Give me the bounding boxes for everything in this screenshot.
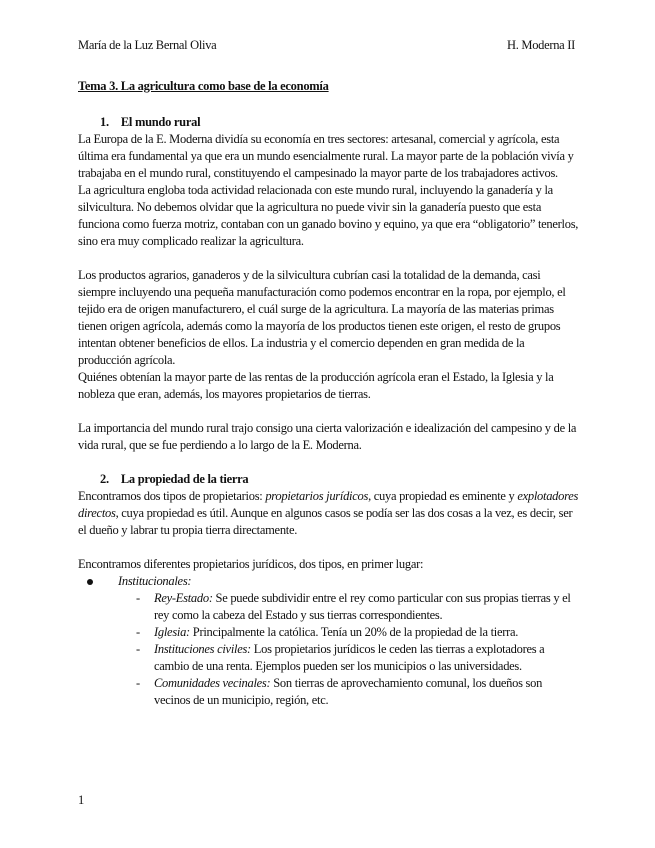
section-number: 1.	[100, 115, 109, 129]
document-body	[78, 78, 580, 709]
header-course: H. Moderna II	[507, 38, 575, 52]
list-text: Principalmente la católica. Tenía un 20% de la propiedad de la tierra.	[189, 625, 519, 639]
header-author: María de la Luz Bernal Oliva	[78, 38, 217, 52]
bullet-icon	[87, 579, 93, 585]
bullet-label: Institucionales:	[118, 574, 192, 588]
italic-term: propietarios jurídicos	[265, 489, 369, 503]
dash-icon: -	[136, 642, 140, 656]
text-run: Encontramos dos tipos de propietarios:	[78, 489, 266, 503]
dash-icon: -	[136, 591, 140, 605]
list-item	[78, 624, 580, 641]
bullet-item	[78, 573, 580, 590]
page-number: 1	[78, 793, 85, 807]
paragraph: Quiénes obtenían la mayor parte de las rentas de la producción agrícola eran el Estado, la Iglesia y la nobleza que eran, además, los mayores propietarios de tierras.	[78, 370, 554, 401]
section-heading-1	[78, 114, 580, 131]
list-item	[78, 675, 580, 709]
list-term: Rey-Estado:	[154, 591, 213, 605]
section-title: La propiedad de la tierra	[120, 472, 249, 486]
paragraph: La agricultura engloba toda actividad relacionada con este mundo rural, incluyendo la ganadería y la silvicultura. No debemos olvidar que la agricultura no puede vivir sin la ganadería puesto que esta funciona como fuerza motriz, contaban con un ganado bovino y equino, ya que era “obligatorio” tenerlos, sino era muy complicado realizar la agricultura.	[78, 183, 579, 248]
document-title: Tema 3. La agricultura como base de la economía	[78, 79, 329, 93]
paragraph: Encontramos diferentes propietarios jurídicos, dos tipos, en primer lugar:	[78, 557, 424, 571]
paragraph	[78, 488, 580, 539]
list-text: Los propietarios jurídicos le ceden las tierras a explotadores a cambio de una renta. Ejemplos pueden ser los municipios o las universidades.	[154, 642, 545, 673]
list-text: Son tierras de aprovechamiento comunal, los dueños son vecinos de un municipio, región, etc.	[154, 676, 543, 707]
section-title: El mundo rural	[120, 115, 201, 129]
dash-icon: -	[136, 676, 140, 690]
text-run: , cuya propiedad es útil. Aunque en algunos casos se podía ser las dos cosas a la vez, es decir, ser el dueño y labrar tu propia tierra directamente.	[78, 506, 573, 537]
paragraph: La Europa de la E. Moderna dividía su economía en tres sectores: artesanal, comercial y agrícola, esta última era fundamental ya que era un mundo esencialmente rural. La mayor parte de la población vivía y trabajaba en el mundo rural, constituyendo el campesinado la mayor parte de los trabajadores activos.	[78, 132, 574, 180]
list-term: Iglesia:	[154, 625, 190, 639]
text-run: , cuya propiedad es eminente y	[368, 489, 518, 503]
paragraph: La importancia del mundo rural trajo consigo una cierta valorización e idealización del campesino y de la vida rural, que se fue perdiendo a lo largo de la E. Moderna.	[78, 421, 577, 452]
list-term: Instituciones civiles:	[154, 642, 251, 656]
list-item	[78, 641, 580, 675]
list-item	[78, 590, 580, 624]
paragraph: Los productos agrarios, ganaderos y de la silvicultura cubrían casi la totalidad de la demanda, casi siempre incluyendo una pequeña manufacturación como podemos encontrar en la ropa, por ejemplo, el tejido era de origen manufacturero, el cuál surge de la agricultura. La mayoría de las materias primas tienen origen agrícola, además como la mayoría de los productos tienen este origen, el resto de grupos intentan obtener beneficios de ellos. La industria y el comercio dependen en gran medida de la producción agrícola.	[78, 268, 566, 367]
section-heading-2	[78, 471, 580, 488]
dash-icon: -	[136, 625, 140, 639]
list-text: Se puede subdividir entre el rey como particular con sus propias tierras y el rey como la cabeza del Estado y sus tierras correspondientes.	[154, 591, 571, 622]
italic-term: explotadores directos	[78, 489, 579, 520]
section-number: 2.	[100, 472, 109, 486]
list-term: Comunidades vecinales:	[154, 676, 271, 690]
